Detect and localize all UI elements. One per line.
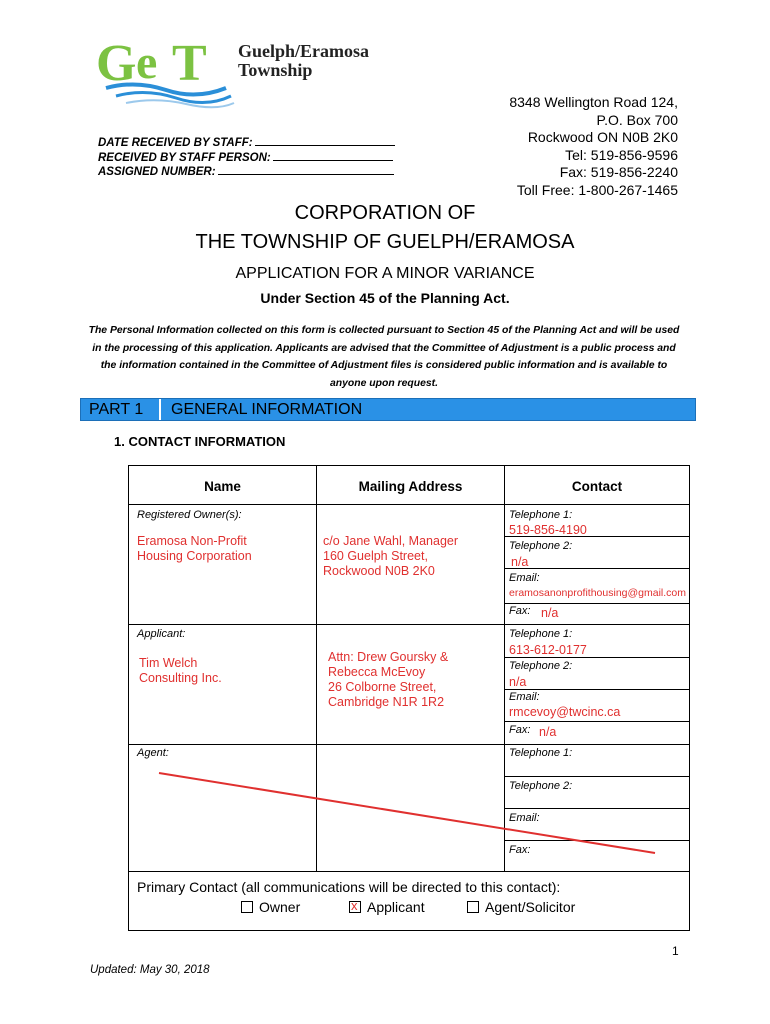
owner-email-label: Email: [509,572,540,584]
agent-telephone1-label: Telephone 1: [509,747,573,759]
agent-email-label: Email: [509,812,540,824]
address-tollfree: Toll Free: 1-800-267-1465 [516,181,678,198]
owner-option[interactable] [241,899,300,915]
owner-option-label: Owner [259,899,301,915]
owner-checkbox[interactable] [241,901,253,913]
applicant-checkbox[interactable] [349,898,361,913]
address-line1: 8348 Wellington Road 124, [509,94,678,110]
owner-address-line1[interactable]: c/o Jane Wahl, Manager [323,534,459,548]
header-contact: Contact [571,479,623,494]
owner-name-line2[interactable]: Housing Corporation [137,549,252,563]
agent-row-divider [129,871,689,872]
title-section: Under Section 45 of the Planning Act. [260,290,510,306]
date-received-line[interactable] [255,134,395,146]
agent-strike-line [129,466,689,871]
assigned-number-row [98,163,394,178]
applicant-email-value[interactable]: rmcevoy@twcinc.ca [509,705,621,719]
agent-option-label: Agent/Solicitor [485,899,576,915]
owner-fax-label: Fax: [509,605,531,617]
agent-fax-label: Fax: [509,844,531,856]
received-by-row [98,149,393,164]
applicant-fax-label: Fax: [509,724,531,736]
assigned-number-line[interactable] [218,163,394,175]
logo-line1: Guelph/Eramosa [238,41,370,61]
applicant-name-line1[interactable]: Tim Welch [139,656,198,670]
owner-address-line3[interactable]: Rockwood N0B 2K0 [323,564,435,578]
part-number: PART 1 [89,401,144,418]
owner-fax-value[interactable]: n/a [541,606,559,620]
svg-text:e: e [136,36,158,89]
agent-checkbox[interactable] [467,901,479,913]
applicant-address-line3[interactable]: 26 Colborne Street, [328,680,437,694]
township-address [509,94,678,199]
contact-table [128,465,690,931]
checkmark-x-icon: x [351,898,358,913]
applicant-email-label: Email: [509,691,540,703]
applicant-option-label: Applicant [367,899,425,915]
owner-email-value[interactable]: eramosanonprofithousing@gmail.com [509,587,686,599]
logo-line2: Township [238,60,313,80]
header-name: Name [204,479,241,494]
applicant-fax-value[interactable]: n/a [539,725,557,739]
logo-mark-icon [96,30,236,110]
part-header-bar [80,398,696,421]
agent-option[interactable] [467,899,575,915]
owner-telephone1-label: Telephone 1: [509,509,573,521]
privacy-notice: The Personal Information collected on this form is collected pursuant to Section 45 of the Planning Act and will be used in the processing of this application. Applicants are advised that the Committee of Adjustment is a public process and the information contained in the Committee of Adjustment files is considered public information and is available to anyone upon request. [88,325,680,389]
received-by-line[interactable] [273,149,393,161]
section-heading: 1. CONTACT INFORMATION [114,434,286,449]
part-title: GENERAL INFORMATION [171,401,363,418]
received-by-label: RECEIVED BY STAFF PERSON: [98,152,271,164]
applicant-telephone1-value[interactable]: 613-612-0177 [509,643,587,657]
applicant-name-line2[interactable]: Consulting Inc. [139,671,222,685]
applicant-option[interactable] [349,899,425,915]
header-mailing-address: Mailing Address [358,479,463,494]
updated-date: Updated: May 30, 2018 [90,964,210,976]
svg-text:T: T [172,35,207,92]
registered-owner-label: Registered Owner(s): [137,509,242,521]
applicant-address-line4[interactable]: Cambridge N1R 1R2 [328,695,445,709]
assigned-number-label: ASSIGNED NUMBER: [98,166,216,178]
agent-telephone2-label: Telephone 2: [509,780,573,792]
date-received-label: DATE RECEIVED BY STAFF: [98,137,253,149]
agent-label: Agent: [137,747,169,759]
applicant-telephone2-label: Telephone 2: [509,660,573,672]
owner-address-line2[interactable]: 160 Guelph Street, [323,549,428,563]
address-line2: P.O. Box 700 [596,111,678,128]
applicant-telephone2-value[interactable]: n/a [509,675,527,689]
applicant-telephone1-label: Telephone 1: [509,628,573,640]
applicant-label: Applicant: [137,628,186,640]
owner-telephone2-label: Telephone 2: [509,540,573,552]
page-number: 1 [672,944,679,958]
address-fax: Fax: 519-856-2240 [559,164,678,180]
owner-telephone1-value[interactable]: 519-856-4190 [509,523,587,537]
address-tel: Tel: 519-856-9596 [565,146,678,163]
owner-name-line1[interactable]: Eramosa Non-Profit [137,534,247,548]
title-township: THE TOWNSHIP OF GUELPH/ERAMOSA [195,231,575,253]
applicant-address-line1[interactable]: Attn: Drew Goursky & [328,650,449,664]
date-received-row [98,134,395,149]
owner-telephone2-value[interactable]: n/a [511,555,529,569]
title-application: APPLICATION FOR A MINOR VARIANCE [235,265,535,282]
primary-contact-label: Primary Contact (all communications will be directed to this contact): [137,879,561,895]
svg-text:G: G [96,35,137,92]
title-corporation: CORPORATION OF [294,202,476,224]
applicant-address-line2[interactable]: Rebecca McEvoy [328,665,426,679]
township-logo [96,30,386,110]
address-line3: Rockwood ON N0B 2K0 [527,129,678,145]
part-divider [159,399,161,420]
